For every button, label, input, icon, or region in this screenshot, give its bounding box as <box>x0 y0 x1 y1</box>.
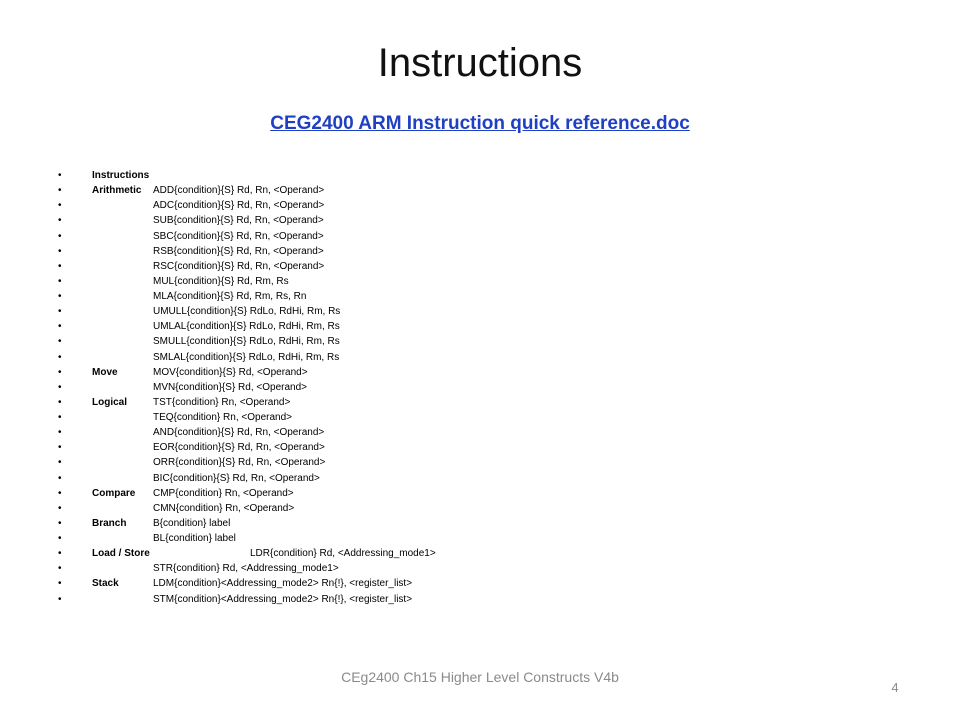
instruction-syntax: ADC{condition}{S} Rd, Rn, <Operand> <box>153 200 325 212</box>
bullet-icon: • <box>58 336 62 348</box>
instruction-syntax: AND{condition}{S} Rd, Rn, <Operand> <box>153 427 325 439</box>
bullet-icon: • <box>58 170 62 181</box>
bullet-icon: • <box>58 457 62 469</box>
bullet-icon: • <box>58 472 62 484</box>
bullet-icon: • <box>58 517 62 529</box>
bullet-icon: • <box>58 487 62 499</box>
bullet-icon: • <box>58 291 62 302</box>
instruction-syntax: LDM{condition}<Addressing_mode2> Rn{!}, <register_list> <box>153 578 413 590</box>
quick-reference-link[interactable]: CEG2400 ARM Instruction quick reference.doc <box>270 113 690 134</box>
bullet-icon: • <box>58 381 62 393</box>
category-label: Logical <box>92 396 128 408</box>
instruction-syntax: MOV{condition}{S} Rd, <Operand> <box>153 366 308 378</box>
category-label: Stack <box>92 578 119 590</box>
bullet-icon: • <box>58 427 62 439</box>
instruction-syntax: B{condition} label <box>153 517 231 529</box>
slide-title: Instructions <box>377 41 583 85</box>
bullet-icon: • <box>58 306 62 318</box>
category-label: Branch <box>92 517 127 529</box>
bullet-icon: • <box>58 578 62 590</box>
bullet-icon: • <box>58 396 62 408</box>
instruction-syntax: SMULL{condition}{S} RdLo, RdHi, Rm, Rs <box>153 336 340 348</box>
instruction-syntax: TEQ{condition} Rn, <Operand> <box>153 412 292 423</box>
instruction-syntax: CMN{condition} Rn, <Operand> <box>153 502 295 514</box>
instruction-syntax: ORR{condition}{S} Rd, Rn, <Operand> <box>153 457 326 469</box>
instruction-syntax: SMLAL{condition}{S} RdLo, RdHi, Rm, Rs <box>153 351 340 363</box>
bullet-icon: • <box>58 275 62 287</box>
bullet-icon: • <box>58 351 62 363</box>
bullet-icon: • <box>58 412 62 423</box>
bullet-icon: • <box>58 548 62 560</box>
instruction-syntax: LDR{condition} Rd, <Addressing_mode1> <box>250 548 436 560</box>
bullet-icon: • <box>58 230 62 242</box>
bullet-icon: • <box>58 245 62 257</box>
instruction-syntax: STR{condition} Rd, <Addressing_mode1> <box>153 563 339 575</box>
bullet-icon: • <box>58 533 62 544</box>
instruction-syntax: TST{condition} Rn, <Operand> <box>153 396 291 408</box>
instruction-syntax: ADD{condition}{S} Rd, Rn, <Operand> <box>153 185 325 197</box>
slide-footer: CEg2400 Ch15 Higher Level Constructs V4b <box>341 669 619 685</box>
bullet-icon: • <box>58 215 62 227</box>
instruction-syntax: CMP{condition} Rn, <Operand> <box>153 487 294 499</box>
bullet-icon: • <box>58 593 62 605</box>
bullet-icon: • <box>58 321 62 333</box>
bullet-icon: • <box>58 260 62 272</box>
category-label: Compare <box>92 487 136 499</box>
bullet-icon: • <box>58 185 62 197</box>
instruction-syntax: BL{condition} label <box>153 533 236 544</box>
category-label: Load / Store <box>92 548 150 560</box>
bullet-icon: • <box>58 563 62 575</box>
category-label: Move <box>92 366 118 378</box>
instruction-syntax: MLA{condition}{S} Rd, Rm, Rs, Rn <box>153 291 307 302</box>
instruction-syntax: EOR{condition}{S} Rd, Rn, <Operand> <box>153 442 325 454</box>
instruction-syntax: UMLAL{condition}{S} RdLo, RdHi, Rm, Rs <box>153 321 340 333</box>
bullet-icon: • <box>58 200 62 212</box>
instruction-syntax: RSC{condition}{S} Rd, Rn, <Operand> <box>153 260 325 272</box>
instruction-syntax: UMULL{condition}{S} RdLo, RdHi, Rm, Rs <box>153 306 341 318</box>
instruction-syntax: MVN{condition}{S} Rd, <Operand> <box>153 381 307 393</box>
bullet-icon: • <box>58 366 62 378</box>
page-number: 4 <box>891 680 899 695</box>
doc-link-container <box>0 112 960 136</box>
instruction-syntax: SBC{condition}{S} Rd, Rn, <Operand> <box>153 230 324 242</box>
instruction-syntax: STM{condition}<Addressing_mode2> Rn{!}, <register_list> <box>153 593 413 605</box>
instruction-syntax: RSB{condition}{S} Rd, Rn, <Operand> <box>153 245 324 257</box>
category-label: Instructions <box>92 170 150 181</box>
category-label: Arithmetic <box>92 185 142 197</box>
instruction-syntax: MUL{condition}{S} Rd, Rm, Rs <box>153 275 289 287</box>
instruction-syntax: BIC{condition}{S} Rd, Rn, <Operand> <box>153 472 320 484</box>
bullet-icon: • <box>58 502 62 514</box>
bullet-icon: • <box>58 442 62 454</box>
instruction-syntax: SUB{condition}{S} Rd, Rn, <Operand> <box>153 215 324 227</box>
